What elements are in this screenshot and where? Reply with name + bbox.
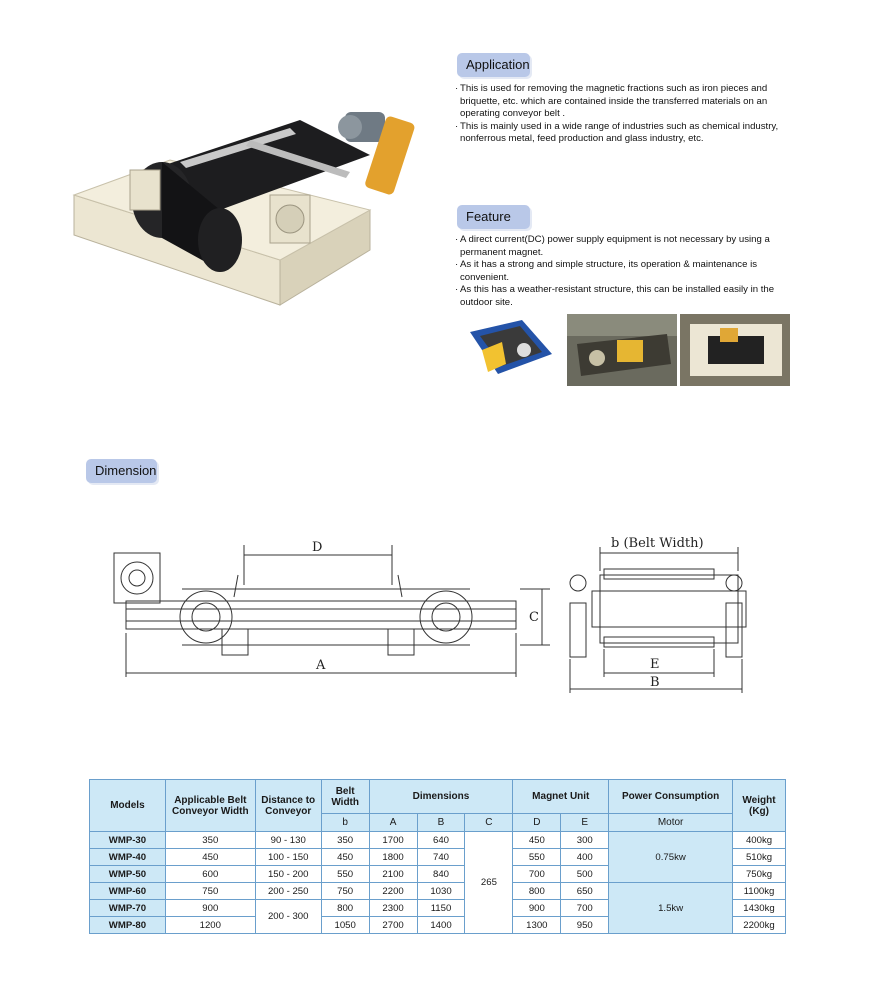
cell-b-dim: 740 [417,849,465,866]
cell-power-merged: 0.75kw [609,832,733,883]
cell-model: WMP-60 [90,883,166,900]
cell-app-width: 350 [165,832,255,849]
header-models: Models [90,780,166,832]
cell-a: 1800 [369,849,417,866]
label-a: A [316,658,326,673]
cell-app-width: 450 [165,849,255,866]
subheader-c: C [465,814,513,832]
dimension-tab: Dimension [86,459,157,483]
cell-b: 800 [321,900,369,917]
subheader-b-dim: B [417,814,465,832]
header-magnet-unit: Magnet Unit [513,780,609,814]
cell-b: 350 [321,832,369,849]
cell-distance: 200 - 250 [255,883,321,900]
header-dimensions: Dimensions [369,780,513,814]
magnetic-separator-photo [70,100,420,310]
subheader-b: b [321,814,369,832]
cell-b-dim: 840 [417,866,465,883]
table-row [90,883,786,900]
cell-b-dim: 1030 [417,883,465,900]
cell-weight: 400kg [733,832,786,849]
feature-bullet: · As this has a weather-resistant structure, this can be installed easily in the outdoor site. [456,284,796,309]
cell-distance-merged: 200 - 300 [255,900,321,934]
separator-closeup-photo [680,314,790,386]
cell-b: 450 [321,849,369,866]
feature-text [456,234,796,310]
cell-d: 700 [513,866,561,883]
label-b: B [650,675,660,690]
spec-table [89,779,786,934]
blue-frame-photo [462,314,560,386]
cell-b: 550 [321,866,369,883]
label-d: D [312,540,323,555]
subheader-e: E [561,814,609,832]
label-e: E [650,657,660,672]
cell-b: 1050 [321,917,369,934]
header-power: Power Consumption [609,780,733,814]
cell-b-dim: 1400 [417,917,465,934]
cell-a: 2300 [369,900,417,917]
cell-e: 950 [561,917,609,934]
cell-model: WMP-30 [90,832,166,849]
cell-app-width: 750 [165,883,255,900]
cell-app-width: 600 [165,866,255,883]
header-row [90,780,786,814]
cell-c-merged: 265 [465,832,513,934]
feature-bullet: · A direct current(DC) power supply equipment is not necessary by using a permanent magnet. [456,234,796,259]
cell-e: 700 [561,900,609,917]
cell-d: 450 [513,832,561,849]
cell-e: 650 [561,883,609,900]
cell-app-width: 1200 [165,917,255,934]
dimension-drawing [80,525,780,705]
cell-a: 2100 [369,866,417,883]
cell-model: WMP-70 [90,900,166,917]
application-tab: Application [457,53,530,77]
cell-b-dim: 1150 [417,900,465,917]
cell-weight: 2200kg [733,917,786,934]
feature-bullet: · As it has a strong and simple structure, its operation & maintenance is convenient. [456,259,796,284]
cell-d: 900 [513,900,561,917]
header-belt-width: Belt Width [321,780,369,814]
cell-a: 2700 [369,917,417,934]
cell-d: 550 [513,849,561,866]
application-bullet: · This is used for removing the magnetic fractions such as iron pieces and briquette, etc. which are contained inside the transferred materials on an operating conveyor belt . [456,83,796,121]
cell-e: 500 [561,866,609,883]
cell-distance: 150 - 200 [255,866,321,883]
cell-a: 2200 [369,883,417,900]
cell-weight: 1100kg [733,883,786,900]
cell-b-dim: 640 [417,832,465,849]
cell-weight: 1430kg [733,900,786,917]
cell-weight: 510kg [733,849,786,866]
cell-b: 750 [321,883,369,900]
cell-e: 300 [561,832,609,849]
cell-model: WMP-50 [90,866,166,883]
table-row [90,832,786,849]
header-applicable-belt-width: Applicable Belt Conveyor Width [165,780,255,832]
cell-power-merged: 1.5kw [609,883,733,934]
cell-model: WMP-40 [90,849,166,866]
installed-separator-photo [567,314,677,386]
cell-app-width: 900 [165,900,255,917]
cell-distance: 90 - 130 [255,832,321,849]
header-weight: Weight (Kg) [733,780,786,832]
cell-weight: 750kg [733,866,786,883]
cell-d: 800 [513,883,561,900]
application-bullet: · This is mainly used in a wide range of industries such as chemical industry, nonferrous metal, feed production and glass industry, etc. [456,121,796,146]
application-text [456,83,796,146]
cell-model: WMP-80 [90,917,166,934]
cell-distance: 100 - 150 [255,849,321,866]
label-b-belt: b (Belt Width) [611,536,704,551]
subheader-d: D [513,814,561,832]
label-c: C [529,610,539,625]
header-distance: Distance to Conveyor [255,780,321,832]
subheader-a: A [369,814,417,832]
cell-d: 1300 [513,917,561,934]
subheader-motor: Motor [609,814,733,832]
cell-e: 400 [561,849,609,866]
feature-tab: Feature [457,205,530,229]
cell-a: 1700 [369,832,417,849]
